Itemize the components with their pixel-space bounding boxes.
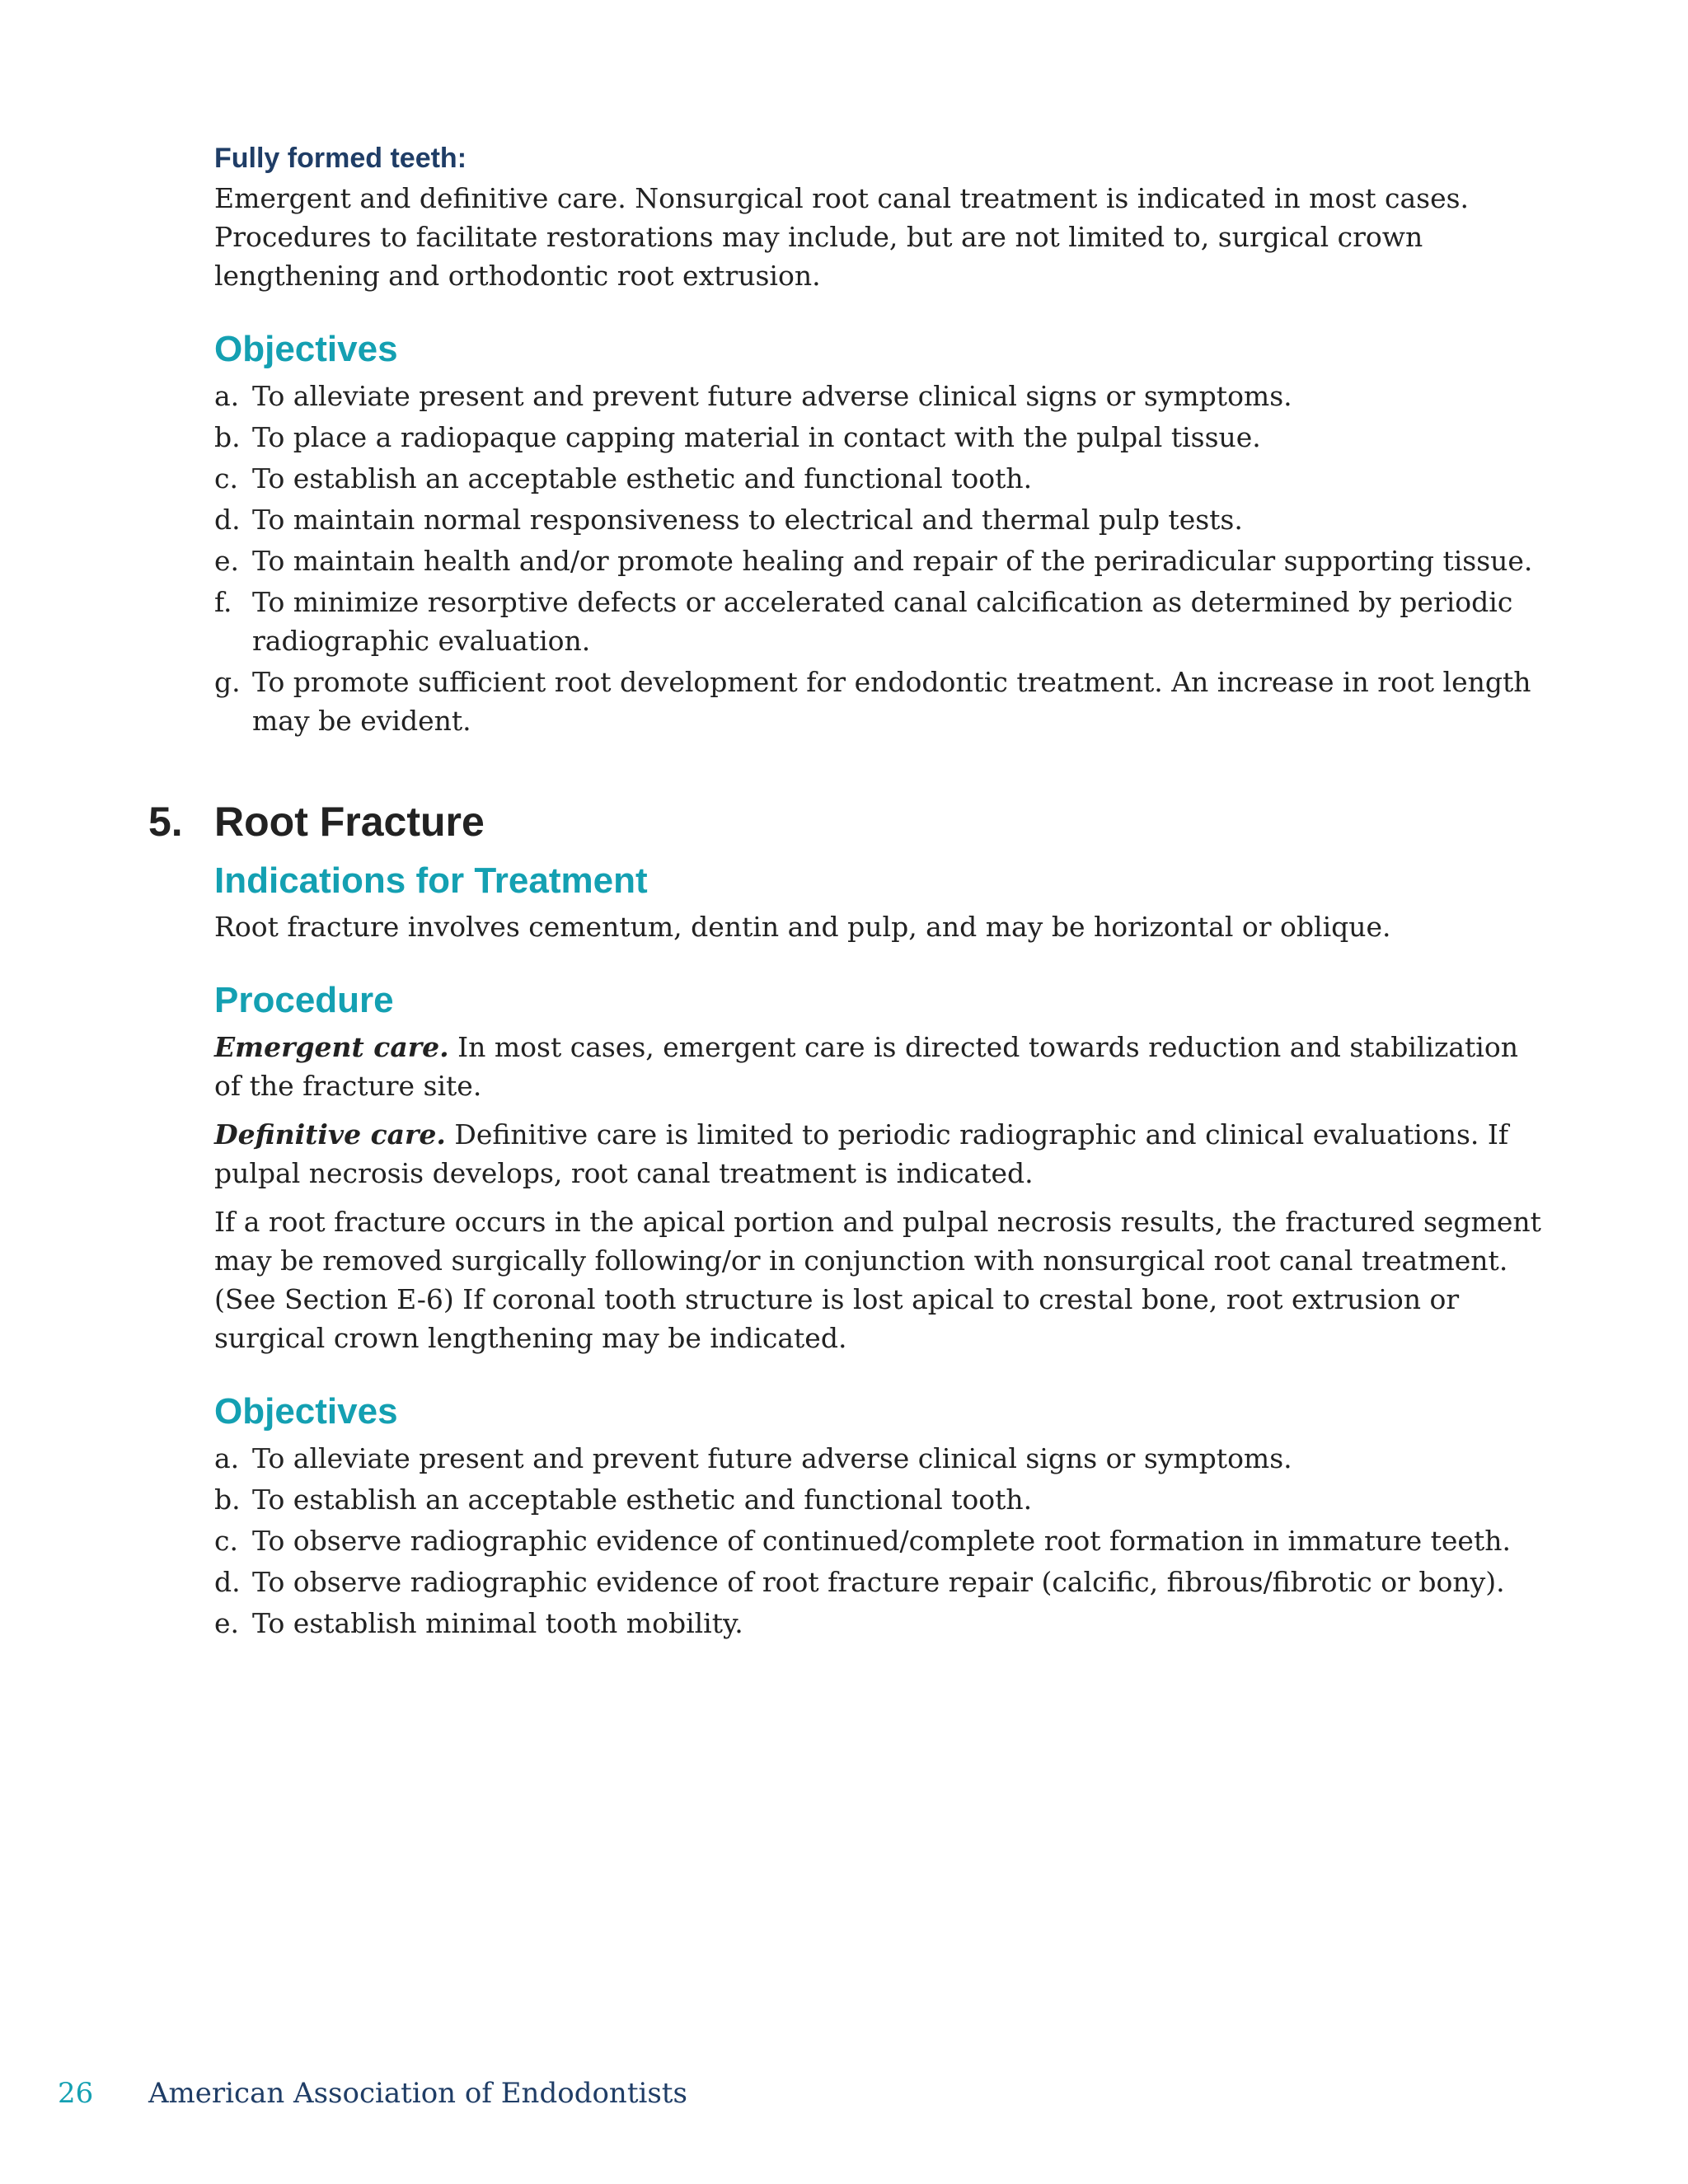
indications-heading: Indications for Treatment — [214, 860, 648, 901]
list-marker: e. — [214, 1606, 240, 1639]
list-item-text: To maintain normal responsiveness to electrical and thermal pulp tests. — [252, 503, 1243, 536]
list-item — [214, 459, 1550, 498]
page-footer — [58, 2077, 687, 2111]
fully-formed-heading: Fully formed teeth: — [214, 143, 467, 174]
definitive-care-lead: Definitive care. — [214, 1118, 446, 1151]
list-item — [214, 1480, 1550, 1519]
list-marker: d. — [214, 1565, 241, 1598]
list-item — [214, 663, 1550, 740]
emergent-care-text: In most cases, emergent care is directed towards reduction and stabilization of the fracture site. — [214, 1031, 1518, 1103]
list-item-text: To promote sufficient root development for endodontic treatment. An increase in root length may be evident. — [252, 665, 1531, 737]
list-marker: e. — [214, 544, 240, 577]
list-item — [214, 1604, 1550, 1643]
definitive-care-paragraph — [214, 1115, 1550, 1193]
objectives-list — [214, 1439, 1550, 1643]
list-marker: a. — [214, 379, 240, 412]
list-item — [214, 541, 1550, 580]
list-marker: c. — [214, 1524, 238, 1557]
organization-name: American Association of Endodontists — [148, 2077, 687, 2110]
section-number: 5. — [148, 798, 183, 845]
list-marker: f. — [214, 585, 232, 618]
procedure-heading: Procedure — [214, 980, 394, 1021]
list-marker: d. — [214, 503, 241, 536]
fully-formed-text: Emergent and definitive care. Nonsurgical root canal treatment is indicated in most cases. Procedures to facilitate restorations may include, but are not limited to, surgical crown lengthening and orthodontic root extrusion. — [214, 181, 1470, 292]
list-item — [214, 1563, 1550, 1601]
list-item-text: To maintain health and/or promote healing and repair of the periradicular supporting tissue. — [252, 544, 1533, 577]
list-item — [214, 1439, 1550, 1478]
list-item — [214, 500, 1550, 539]
list-item-text: To establish minimal tooth mobility. — [252, 1606, 743, 1639]
list-item-text: To establish an acceptable esthetic and functional tooth. — [252, 1483, 1033, 1516]
emergent-care-lead: Emergent care. — [214, 1031, 449, 1064]
emergent-care-paragraph — [214, 1028, 1550, 1105]
list-item-text: To place a radiopaque capping material in contact with the pulpal tissue. — [252, 420, 1261, 453]
list-item-text: To alleviate present and prevent future adverse clinical signs or symptoms. — [252, 1441, 1292, 1474]
list-item — [214, 418, 1550, 457]
list-item-text: To alleviate present and prevent future adverse clinical signs or symptoms. — [252, 379, 1292, 412]
objectives-heading: Objectives — [214, 1391, 398, 1432]
list-item-text: To minimize resorptive defects or accelerated canal calcification as determined by periodic radiographic evaluation. — [252, 585, 1513, 657]
section-title — [148, 797, 1550, 846]
list-marker: g. — [214, 665, 241, 698]
list-marker: c. — [214, 462, 238, 494]
list-marker: a. — [214, 1441, 240, 1474]
list-item — [214, 1521, 1550, 1560]
objectives-list — [214, 377, 1550, 740]
objectives-heading: Objectives — [214, 328, 398, 369]
list-item-text: To establish an acceptable esthetic and functional tooth. — [252, 462, 1033, 494]
list-marker: b. — [214, 1483, 241, 1516]
list-item — [214, 377, 1550, 415]
page-content — [148, 142, 1550, 1645]
list-item-text: To observe radiographic evidence of continued/complete root formation in immature teeth. — [252, 1524, 1511, 1557]
indications-text: Root fracture involves cementum, dentin and pulp, and may be horizontal or oblique. — [214, 911, 1391, 944]
list-item — [214, 583, 1550, 660]
page-number: 26 — [58, 2077, 94, 2110]
procedure-paragraph: If a root fracture occurs in the apical portion and pulpal necrosis results, the fractured segment may be removed surgically following/or in conjunction with nonsurgical root canal treatment. (See Section E-6) If coronal tooth structure is lost apical to crestal bone, root extrusion or surgical crown lengthening may be indicated. — [214, 1206, 1541, 1355]
list-item-text: To observe radiographic evidence of root fracture repair (calcific, fibrous/fibrotic or bony). — [252, 1565, 1505, 1598]
definitive-care-text: Definitive care is limited to periodic radiographic and clinical evaluations. If pulpal necrosis develops, root canal treatment is indicated. — [214, 1118, 1509, 1190]
list-marker: b. — [214, 420, 241, 453]
section-title-text: Root Fracture — [214, 798, 485, 845]
